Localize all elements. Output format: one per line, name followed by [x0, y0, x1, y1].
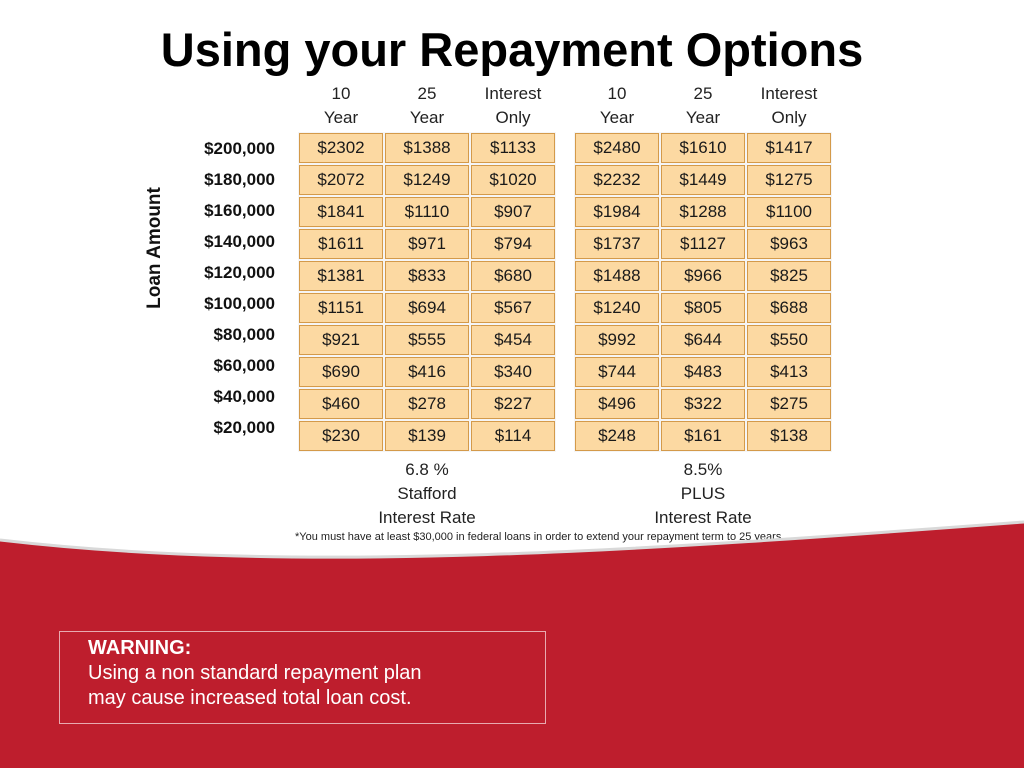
payment-cell: $644 [661, 325, 745, 355]
column-header [660, 82, 746, 132]
column-header-line: Year [409, 108, 445, 127]
payment-cell: $966 [661, 261, 745, 291]
loan-amount-labels [170, 133, 275, 443]
payment-cell: $1417 [747, 133, 831, 163]
payment-cell: $460 [299, 389, 383, 419]
payment-cell: $1110 [385, 197, 469, 227]
payment-cell: $278 [385, 389, 469, 419]
column-header-line: Interest [760, 84, 818, 103]
payment-cell: $230 [299, 421, 383, 451]
loan-amount-label: $40,000 [213, 387, 275, 406]
payment-cell: $1610 [661, 133, 745, 163]
column-header-line: Year [323, 108, 359, 127]
payment-cell: $1488 [575, 261, 659, 291]
payment-cell: $1240 [575, 293, 659, 323]
payment-cell: $2072 [299, 165, 383, 195]
payment-cell: $1737 [575, 229, 659, 259]
payment-cell: $138 [747, 421, 831, 451]
rate-line: Interest Rate [378, 508, 476, 527]
column-header [384, 82, 470, 132]
column-header-line: 25 [693, 84, 713, 103]
loan-amount-label: $60,000 [213, 356, 275, 375]
payment-cell: $496 [575, 389, 659, 419]
payment-cell: $161 [661, 421, 745, 451]
stafford-payment-grid [298, 132, 556, 452]
payment-cell: $1275 [747, 165, 831, 195]
loan-amount-label: $80,000 [213, 325, 275, 344]
loan-amount-label: $20,000 [213, 418, 275, 437]
payment-cell: $416 [385, 357, 469, 387]
plus-table [574, 82, 832, 530]
column-header-line: Only [771, 108, 807, 127]
column-header-line: Year [685, 108, 721, 127]
payment-cell: $1388 [385, 133, 469, 163]
loan-amount-label: $180,000 [204, 170, 275, 189]
column-header-line: 25 [417, 84, 437, 103]
payment-cell: $688 [747, 293, 831, 323]
slide-title: Using your Repayment Options [160, 23, 864, 76]
stafford-header-row [298, 82, 556, 132]
payment-cell: $992 [575, 325, 659, 355]
warning-line: Using a non standard repayment plan [88, 662, 422, 684]
payment-cell: $744 [575, 357, 659, 387]
rate-line: 6.8 % [405, 460, 449, 479]
payment-cell: $483 [661, 357, 745, 387]
payment-cell: $555 [385, 325, 469, 355]
payment-cell: $1984 [575, 197, 659, 227]
warning-line: may cause increased total loan cost. [88, 687, 412, 709]
payment-cell: $1249 [385, 165, 469, 195]
rate-line: Stafford [397, 484, 457, 503]
y-axis-label: Loan Amount [144, 187, 165, 309]
column-header-line: Only [495, 108, 531, 127]
payment-cell: $1020 [471, 165, 555, 195]
payment-cell: $1288 [661, 197, 745, 227]
payment-cell: $1449 [661, 165, 745, 195]
column-header-line: 10 [331, 84, 351, 103]
payment-cell: $2232 [575, 165, 659, 195]
payment-cell: $694 [385, 293, 469, 323]
column-header [746, 82, 832, 132]
payment-cell: $227 [471, 389, 555, 419]
payment-cell: $2302 [299, 133, 383, 163]
column-header [470, 82, 556, 132]
payment-cell: $275 [747, 389, 831, 419]
column-header-line: Interest [484, 84, 542, 103]
loan-amount-label: $200,000 [204, 139, 275, 158]
column-header [574, 82, 660, 132]
stafford-table [298, 82, 556, 530]
plus-header-row [574, 82, 832, 132]
payment-cell: $690 [299, 357, 383, 387]
payment-cell: $825 [747, 261, 831, 291]
warning-title: WARNING: [88, 637, 192, 659]
payment-cell: $454 [471, 325, 555, 355]
payment-cell: $114 [471, 421, 555, 451]
loan-amount-label: $120,000 [204, 263, 275, 282]
payment-cell: $794 [471, 229, 555, 259]
rate-line: Interest Rate [654, 508, 752, 527]
rate-line: PLUS [680, 484, 726, 503]
loan-amount-label: $140,000 [204, 232, 275, 251]
plus-payment-grid [574, 132, 832, 452]
payment-cell: $413 [747, 357, 831, 387]
column-header-line: Year [599, 108, 635, 127]
payment-cell: $963 [747, 229, 831, 259]
payment-cell: $971 [385, 229, 469, 259]
payment-cell: $248 [575, 421, 659, 451]
footnote: *You must have at least $30,000 in federal loans in order to extend your repayment term to 25 years. [295, 531, 785, 543]
payment-cell: $680 [471, 261, 555, 291]
rate-line: 8.5% [683, 460, 723, 479]
payment-cell: $805 [661, 293, 745, 323]
column-header-line: 10 [607, 84, 627, 103]
payment-cell: $1151 [299, 293, 383, 323]
payment-cell: $567 [471, 293, 555, 323]
warning-box [59, 631, 546, 724]
payment-cell: $550 [747, 325, 831, 355]
loan-amount-label: $160,000 [204, 201, 275, 220]
column-header [298, 82, 384, 132]
payment-cell: $1841 [299, 197, 383, 227]
payment-cell: $139 [385, 421, 469, 451]
payment-cell: $907 [471, 197, 555, 227]
payment-cell: $1133 [471, 133, 555, 163]
payment-cell: $2480 [575, 133, 659, 163]
payment-cell: $921 [299, 325, 383, 355]
payment-cell: $340 [471, 357, 555, 387]
payment-cell: $1100 [747, 197, 831, 227]
payment-cell: $1381 [299, 261, 383, 291]
loan-amount-label: $100,000 [204, 294, 275, 313]
payment-cell: $1611 [299, 229, 383, 259]
payment-cell: $322 [661, 389, 745, 419]
payment-cell: $833 [385, 261, 469, 291]
payment-cell: $1127 [661, 229, 745, 259]
